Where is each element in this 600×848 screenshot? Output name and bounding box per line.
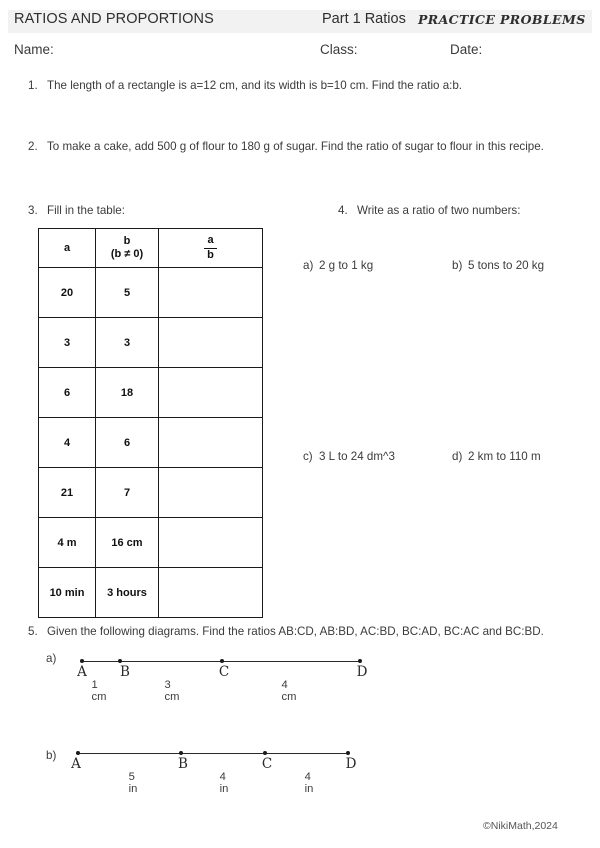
diagram-b-length-CD: 4 in <box>304 771 314 795</box>
cell-a: 20 <box>39 268 96 318</box>
cell-b: 7 <box>96 468 159 518</box>
worksheet-title: RATIOS AND PROPORTIONS <box>14 11 214 27</box>
cell-answer-blank[interactable] <box>159 468 263 518</box>
diagram-b-point-D-label: D <box>345 756 357 772</box>
cell-a: 6 <box>39 368 96 418</box>
question-3-text: Fill in the table: <box>47 204 125 217</box>
cell-b: 5 <box>96 268 159 318</box>
question-4-text: Write as a ratio of two numbers: <box>357 204 521 217</box>
diagram-a-point-B-dot <box>118 659 122 663</box>
question-2 <box>28 140 544 153</box>
question-2-text: To make a cake, add 500 g of flour to 180 g of sugar. Find the ratio of sugar to flour in this recipe. <box>47 140 544 153</box>
cell-answer-blank[interactable] <box>159 568 263 618</box>
question-4-item-b-label: b) <box>452 259 463 272</box>
diagram-a-point-B-label: B <box>120 664 130 680</box>
diagram-a-point-D-dot <box>358 659 362 663</box>
cell-answer-blank[interactable] <box>159 368 263 418</box>
table-row <box>39 268 263 318</box>
table-row <box>39 368 263 418</box>
question-4-item-d <box>452 450 541 463</box>
cell-answer-blank[interactable] <box>159 418 263 468</box>
diagram-a-length-BC: 3 cm <box>164 679 180 703</box>
name-field-label: Name: <box>14 42 54 57</box>
table-header-row <box>39 229 263 268</box>
cell-a: 10 min <box>39 568 96 618</box>
question-2-number: 2. <box>28 140 38 153</box>
diagram-b-segment-line <box>78 753 348 754</box>
ratio-table-head <box>39 229 263 268</box>
ratio-table <box>38 228 263 618</box>
diagram-b-point-C-label: C <box>261 756 273 772</box>
question-5 <box>28 625 544 638</box>
cell-b: 18 <box>96 368 159 418</box>
cell-b: 3 <box>96 318 159 368</box>
diagram-b-point-B-label: B <box>178 756 188 772</box>
table-row <box>39 318 263 368</box>
diagram-a-point-C-label: C <box>218 664 230 680</box>
question-4-item-a-label: a) <box>303 259 314 272</box>
question-1-number: 1. <box>28 79 38 92</box>
question-1-text: The length of a rectangle is a=12 cm, and its width is b=10 cm. Find the ratio a:b. <box>47 79 463 92</box>
diagram-a-label: a) <box>46 652 57 665</box>
table-row <box>39 468 263 518</box>
diagram-a-point-D-label: D <box>356 664 368 680</box>
column-header-a-over-b <box>159 229 263 268</box>
question-3-number: 3. <box>28 204 38 217</box>
table-row <box>39 568 263 618</box>
cell-answer-blank[interactable] <box>159 518 263 568</box>
diagram-b-point-A-dot <box>76 751 80 755</box>
column-header-b-condition: (b ≠ 0) <box>110 248 144 260</box>
diagram-a-length-CD: 4 cm <box>281 679 297 703</box>
diagram-b-point-A-label: A <box>71 756 81 772</box>
question-4-item-b <box>452 259 544 272</box>
diagram-b-point-B-dot <box>179 751 183 755</box>
practice-problems-label: PRACTICE PROBLEMS <box>418 12 586 27</box>
question-4-item-a <box>303 259 373 272</box>
column-header-b-main: b <box>123 235 131 248</box>
table-row <box>39 418 263 468</box>
fraction-numerator: a <box>204 235 216 249</box>
cell-b: 16 cm <box>96 518 159 568</box>
copyright-notice: ©NikiMath,2024 <box>483 820 558 832</box>
question-4-number: 4. <box>338 204 348 217</box>
question-4-item-d-label: d) <box>452 450 463 463</box>
column-header-b <box>96 229 159 268</box>
question-4-item-c-label: c) <box>303 450 313 463</box>
question-4-item-c-text: 3 L to 24 dm^3 <box>319 450 395 463</box>
diagram-b-length-BC: 4 in <box>219 771 229 795</box>
cell-answer-blank[interactable] <box>159 318 263 368</box>
column-header-a: a <box>39 229 96 268</box>
table-row <box>39 518 263 568</box>
class-field-label: Class: <box>320 42 358 57</box>
diagram-a-length-AB: 1 cm <box>91 679 107 703</box>
cell-b: 3 hours <box>96 568 159 618</box>
cell-b: 6 <box>96 418 159 468</box>
diagram-a-point-C-dot <box>220 659 224 663</box>
question-4-item-b-text: 5 tons to 20 kg <box>468 259 545 272</box>
cell-a: 3 <box>39 318 96 368</box>
cell-a: 21 <box>39 468 96 518</box>
question-4-item-a-text: 2 g to 1 kg <box>319 259 374 272</box>
worksheet-part-label: Part 1 Ratios <box>322 11 406 27</box>
question-4-item-d-text: 2 km to 110 m <box>468 450 541 463</box>
diagram-a-point-A-dot <box>80 659 84 663</box>
question-5-number: 5. <box>28 625 38 638</box>
ratio-table-body <box>39 268 263 618</box>
question-3 <box>28 204 125 217</box>
diagram-a-point-A-label: A <box>77 664 87 680</box>
diagram-b-length-AB: 5 in <box>128 771 138 795</box>
question-4-item-c <box>303 450 395 463</box>
cell-answer-blank[interactable] <box>159 268 263 318</box>
cell-a: 4 <box>39 418 96 468</box>
cell-a: 4 m <box>39 518 96 568</box>
diagram-b-point-C-dot <box>263 751 267 755</box>
question-5-text: Given the following diagrams. Find the ratios AB:CD, AB:BD, AC:BD, BC:AD, BC:AC and BC:BD. <box>47 625 544 638</box>
question-1 <box>28 79 462 92</box>
fraction-a-over-b <box>204 235 216 261</box>
diagram-b-point-D-dot <box>346 751 350 755</box>
diagram-b-label: b) <box>46 749 57 762</box>
question-4 <box>338 204 520 217</box>
fraction-denominator: b <box>207 248 214 261</box>
date-field-label: Date: <box>450 42 483 57</box>
